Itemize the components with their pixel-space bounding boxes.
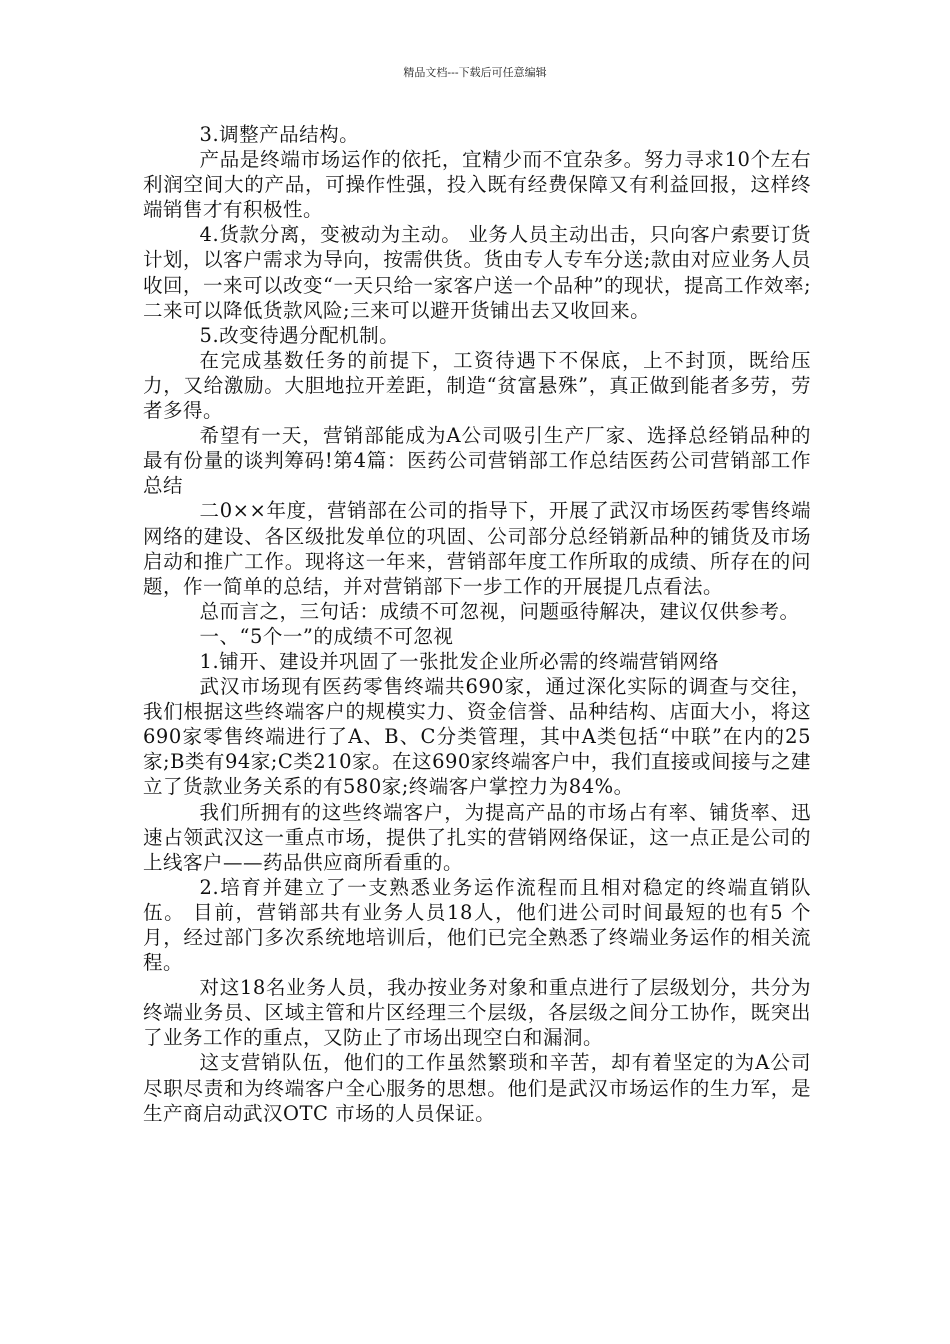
paragraph: 对这18名业务人员，我办按业务对象和重点进行了层级划分，共分为终端业务员、区域主管和片区经理三个层级，各层级之间分工协作，既突出了业务工作的重点，又防止了市场出现空白和漏洞。 xyxy=(143,976,811,1050)
paragraph: 总而言之，三句话：成绩不可忽视，问题亟待解决，建议仅供参考。 xyxy=(199,599,800,623)
paragraph: 希望有一天，营销部能成为A公司吸引生产厂家、选择总经销品种的最有份量的谈判筹码!第4篇：医药公司营销部工作总结医药公司营销部工作总结 xyxy=(143,424,811,498)
paragraph: 产品是终端市场运作的依托，宜精少而不宜杂多。努力寻求10个左右利润空间大的产品，可操作性强，投入既有经费保障又有利益回报，这样终端销售才有积极性。 xyxy=(143,148,811,222)
section-heading-product-structure: 3.调整产品结构。 xyxy=(199,123,360,146)
paragraph: 4.货款分离，变被动为主动。 业务人员主动出击，只向客户索要订货计划，以客户需求为导向，按需供货。货由专人专车分送;款由对应业务人员收回，一来可以改变“一天只给一家客户送一个品种”的现状，提高工作效率;二来可以降低货款风险;三来可以避开货铺出去又收回来。 xyxy=(143,223,812,322)
paragraph: 武汉市场现有医药零售终端共690家，通过深化实际的调查与交往，我们根据这些终端客户的规模实力、资金信誉、品种结构、店面大小，将这690家零售终端进行了A、B、C分类管理，其中A类包括“中联”在内的25家;B类有94家;C类210家。在这690家终端客户中，我们直接或间接与之建立了货款业务关系的有580家;终端客户掌控力为84%。 xyxy=(143,675,811,799)
section-heading-compensation: 5.改变待遇分配机制。 xyxy=(199,323,400,347)
page-header: 精品文档---下载后可任意编辑 xyxy=(403,66,547,79)
paragraph: 二0××年度，营销部在公司的指导下，开展了武汉市场医药零售终端网络的建设、各区级批发单位的巩固、公司部分总经销新品种的铺货及市场启动和推广工作。现将这一年来，营销部年度工作所取的成绩、所存在的问题，作一简单的总结，并对营销部下一步工作的开展提几点看法。 xyxy=(143,499,811,598)
paragraph: 我们所拥有的这些终端客户，为提高产品的市场占有率、铺货率、迅速占领武汉这一重点市场，提供了扎实的营销网络保证，这一点正是公司的上线客户——药品供应商所看重的。 xyxy=(143,800,811,874)
paragraph: 在完成基数任务的前提下，工资待遇下不保底，上不封顶，既给压力，又给激励。大胆地拉开差距，制造“贫富悬殊”，真正做到能者多劳，劳者多得。 xyxy=(143,348,811,423)
section-heading-achievements: 一、“5个一”的成绩不可忽视 xyxy=(199,624,454,648)
subsection-heading-network: 1.铺开、建设并巩固了一张批发企业所必需的终端营销网络 xyxy=(199,649,720,673)
document-body xyxy=(143,122,811,1126)
paragraph: 2.培育并建立了一支熟悉业务运作流程而且相对稳定的终端直销队伍。 目前，营销部共有业务人员18人，他们进公司时间最短的也有5 个月，经过部门多次系统地培训后，他们已完全熟悉了终端业务运作的相关流程。 xyxy=(143,875,811,975)
paragraph: 这支营销队伍，他们的工作虽然繁琐和辛苦，却有着坚定的为A公司尽职尽责和为终端客户全心服务的思想。他们是武汉市场运作的生力军，是生产商启动武汉OTC 市场的人员保证。 xyxy=(143,1051,811,1125)
